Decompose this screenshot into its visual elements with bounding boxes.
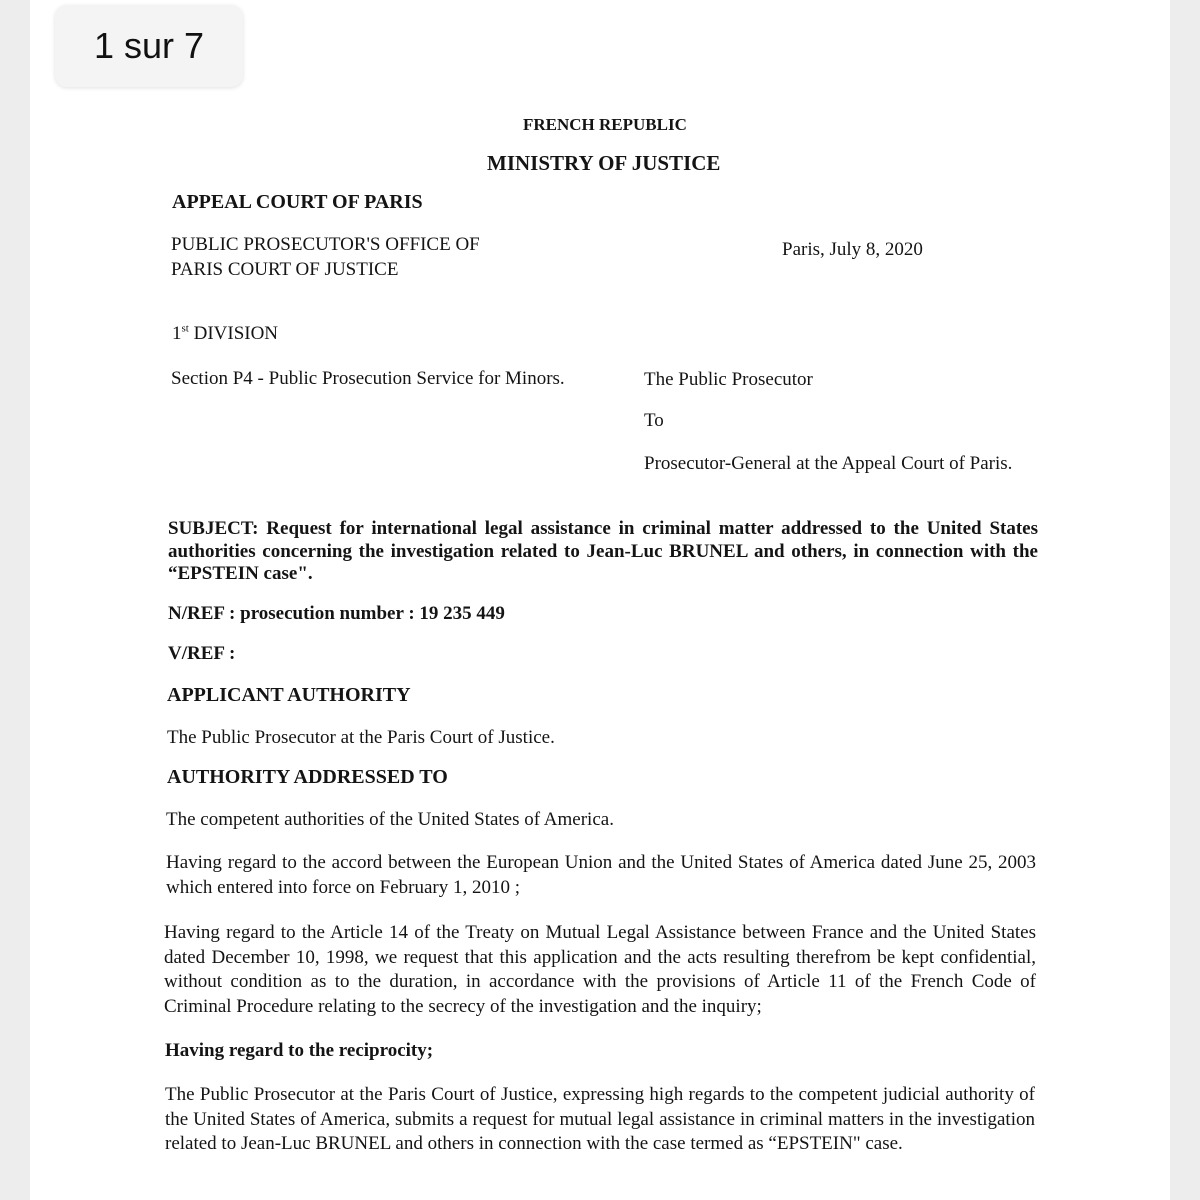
page-counter-badge: 1 sur 7 xyxy=(55,5,243,87)
subject-text: Request for international legal assistance in criminal matter addressed to the United States authorities concerning the investigation related to Jean-Luc BRUNEL and others, in connection with the “EPSTEIN case". xyxy=(168,518,1038,584)
republic-heading: FRENCH REPUBLIC xyxy=(523,115,687,134)
your-reference: V/REF : xyxy=(168,643,236,664)
our-reference: N/REF : prosecution number : 19 235 449 xyxy=(168,603,505,624)
addressee-heading: AUTHORITY ADDRESSED TO xyxy=(167,766,448,788)
applicant-heading: APPLICANT AUTHORITY xyxy=(167,684,411,706)
section-label: Section P4 - Public Prosecution Service for Minors. xyxy=(171,368,565,389)
office-line-2: PARIS COURT OF JUSTICE xyxy=(171,259,399,280)
division-number: 1 xyxy=(172,323,182,344)
reciprocity-heading: Having regard to the reciprocity; xyxy=(165,1040,434,1061)
ministry-heading: MINISTRY OF JUSTICE xyxy=(487,151,721,175)
court-heading: APPEAL COURT OF PARIS xyxy=(172,191,423,213)
body-paragraph-accord: Having regard to the accord between the European Union and the United States of America dated June 25, 2003 which entered into force on February 1, 2010 ; xyxy=(166,852,1036,898)
division-label xyxy=(172,322,278,346)
body-paragraph-request: The Public Prosecutor at the Paris Court of Justice, expressing high regards to the competent judicial authority of the United States of America, submits a request for mutual legal assistance in criminal matters in the investigation related to Jean-Luc BRUNEL and others in connection with the case termed as “EPSTEIN" case. xyxy=(165,1084,1035,1154)
recipient-line: Prosecutor-General at the Appeal Court of Paris. xyxy=(644,453,1013,474)
applicant-text: The Public Prosecutor at the Paris Court of Justice. xyxy=(167,727,555,748)
document-page[interactable] xyxy=(30,0,1170,1200)
subject-paragraph xyxy=(168,518,1038,586)
body-paragraph-treaty: Having regard to the Article 14 of the Treaty on Mutual Legal Assistance between France and the United States dated December 10, 1998, we request that this application and the acts resulting therefrom be kept confidential, without condition as to the duration, in accordance with the provisions of Article 11 of the French Code of Criminal Procedure relating to the secrecy of the investigation and the inquiry; xyxy=(164,922,1036,1017)
viewer-right-gutter xyxy=(1170,0,1200,1200)
place-date: Paris, July 8, 2020 xyxy=(782,239,923,260)
sender-line: The Public Prosecutor xyxy=(644,369,813,390)
viewer-left-gutter xyxy=(0,0,30,1200)
subject-label: SUBJECT: xyxy=(168,518,259,539)
division-text: DIVISION xyxy=(188,323,279,344)
office-line-1: PUBLIC PROSECUTOR'S OFFICE OF xyxy=(171,234,480,255)
division-suffix: st xyxy=(181,322,189,335)
to-line: To xyxy=(644,410,664,431)
addressee-text: The competent authorities of the United States of America. xyxy=(166,809,614,830)
